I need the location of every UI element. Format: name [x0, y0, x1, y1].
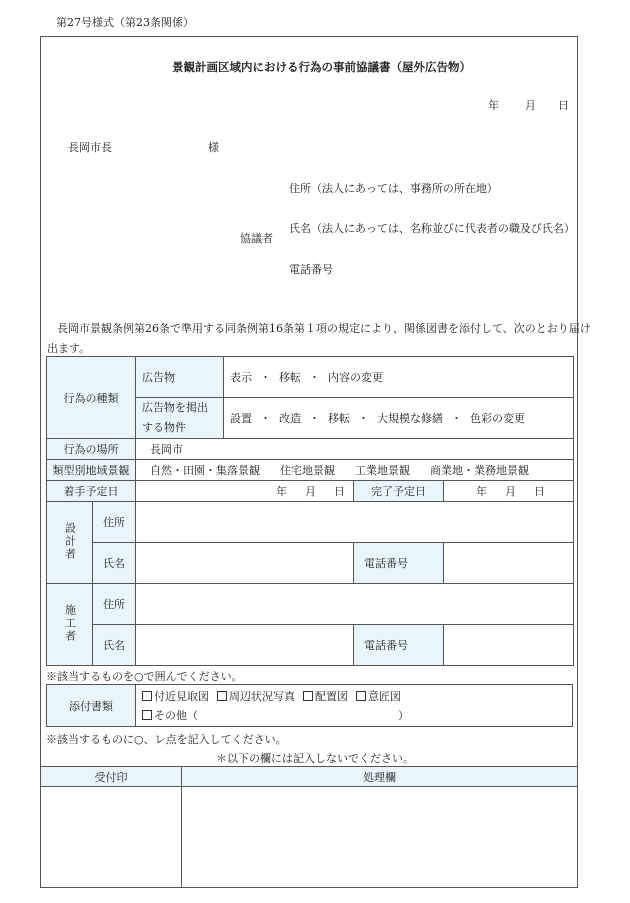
- date-line: [488, 97, 569, 113]
- landscape-option-nature[interactable]: 自然・田園・集落景観: [150, 464, 260, 477]
- builder-label: 施工者: [47, 584, 93, 666]
- row-schedule: [47, 481, 574, 502]
- object-options: 設置 ・ 改造 ・ 移転 ・ 大規模な修繕 ・ 色彩の変更: [224, 398, 574, 439]
- start-date-field[interactable]: 年 月 日: [136, 481, 354, 502]
- landscape-option-industrial[interactable]: 工業地景観: [355, 464, 410, 477]
- landscape-label: 類型別地域景観: [47, 460, 136, 481]
- attachment-design-drawing: 意匠図: [368, 689, 401, 703]
- ad-option-move[interactable]: 移転: [279, 371, 301, 384]
- attachments-label: 添付書類: [47, 685, 136, 727]
- designer-phone-label: 電話番号: [354, 543, 444, 584]
- designer-address-field[interactable]: [136, 502, 574, 543]
- row-place: [47, 439, 574, 460]
- landscape-option-residential[interactable]: 住宅地景観: [280, 464, 335, 477]
- attachment-other: その他（: [154, 708, 198, 722]
- builder-name-label: 氏名: [93, 625, 136, 666]
- checkbox-surroundings-photo[interactable]: [217, 691, 227, 701]
- year-label: 年: [488, 99, 499, 112]
- builder-address-field[interactable]: [136, 584, 574, 625]
- row-designer-name: [47, 543, 574, 584]
- object-option-repair[interactable]: 大規模な修繕: [377, 412, 443, 425]
- checkbox-design-drawing[interactable]: [356, 691, 366, 701]
- ad-option-change[interactable]: 内容の変更: [328, 371, 383, 384]
- day-label: 日: [558, 99, 569, 112]
- landscape-option-commercial[interactable]: 商業地・業務地景観: [430, 464, 529, 477]
- act-type-label: 行為の種類: [47, 357, 136, 439]
- object-option-install[interactable]: 設置: [230, 412, 252, 425]
- ad-option-display[interactable]: 表示: [230, 371, 252, 384]
- attachments-options: [136, 685, 573, 727]
- addressee-name: 長岡市長: [68, 141, 112, 154]
- ad-label: 広告物: [136, 357, 224, 398]
- attachments-table: [46, 684, 573, 727]
- attachment-vicinity-map: 付近見取図: [154, 689, 209, 703]
- builder-name-field[interactable]: [136, 625, 354, 666]
- attachment-surroundings-photo: 周辺状況写真: [229, 689, 295, 703]
- object-option-modify[interactable]: 改造: [279, 412, 301, 425]
- intro-text-line2: 出ます。: [47, 342, 91, 355]
- applicant-address-label: 住所（法人にあっては、事務所の所在地）: [289, 182, 498, 195]
- applicant-phone-label: 電話番号: [289, 263, 333, 276]
- receipt-stamp-area: [41, 787, 182, 888]
- main-table: [46, 356, 574, 666]
- object-option-move[interactable]: 移転: [328, 412, 350, 425]
- processing-label: 処理欄: [182, 767, 578, 787]
- row-builder-address: [47, 584, 574, 625]
- checkbox-vicinity-map[interactable]: [142, 691, 152, 701]
- form-title: 景観計画区域内における行為の事前協議書（屋外広告物）: [172, 60, 471, 74]
- receipt-stamp-label: 受付印: [41, 767, 182, 787]
- object-option-color[interactable]: 色彩の変更: [470, 412, 525, 425]
- attachment-layout-plan: 配置図: [315, 689, 348, 703]
- applicant-name-label: 氏名（法人にあっては、名称並びに代表者の職及び氏名）: [289, 222, 575, 235]
- row-ad-type: [47, 357, 574, 398]
- builder-phone-field[interactable]: [444, 625, 574, 666]
- note-do-not-fill: ＊以下の欄には記入しないでください。: [216, 752, 414, 765]
- attachment-other-close: ）: [398, 708, 409, 722]
- designer-phone-field[interactable]: [444, 543, 574, 584]
- object-label: 広告物を掲出する物件: [136, 398, 224, 439]
- row-designer-address: [47, 502, 574, 543]
- office-use-table: [40, 766, 578, 888]
- end-date-field[interactable]: 年 月 日: [444, 481, 574, 502]
- checkbox-layout-plan[interactable]: [303, 691, 313, 701]
- month-label: 月: [525, 99, 536, 112]
- end-date-label: 完了予定日: [354, 481, 444, 502]
- form-number: 第27号様式（第23条関係）: [56, 16, 194, 29]
- intro-text-line1: 長岡市景観条例第26条で準用する同条例第16条第１項の規定により、関係図書を添付して、次のとおり届け: [57, 322, 591, 335]
- designer-name-label: 氏名: [93, 543, 136, 584]
- place-value[interactable]: 長岡市: [136, 439, 574, 460]
- start-date-label: 着手予定日: [47, 481, 136, 502]
- checkbox-other[interactable]: [142, 710, 152, 720]
- note-check: ※該当するものに○、レ点を記入してください。: [46, 733, 287, 746]
- designer-address-label: 住所: [93, 502, 136, 543]
- ad-options: 表示 ・ 移転 ・ 内容の変更: [224, 357, 574, 398]
- designer-label: 設計者: [47, 502, 93, 584]
- addressee-honorific: 様: [208, 141, 219, 154]
- designer-name-field[interactable]: [136, 543, 354, 584]
- place-label: 行為の場所: [47, 439, 136, 460]
- builder-address-label: 住所: [93, 584, 136, 625]
- row-landscape: [47, 460, 574, 481]
- row-builder-name: [47, 625, 574, 666]
- landscape-options: [136, 460, 574, 481]
- note-circle: ※該当するものを○で囲んでください。: [46, 670, 243, 683]
- builder-phone-label: 電話番号: [354, 625, 444, 666]
- processing-area: [182, 787, 578, 888]
- applicant-label: 協議者: [240, 232, 273, 245]
